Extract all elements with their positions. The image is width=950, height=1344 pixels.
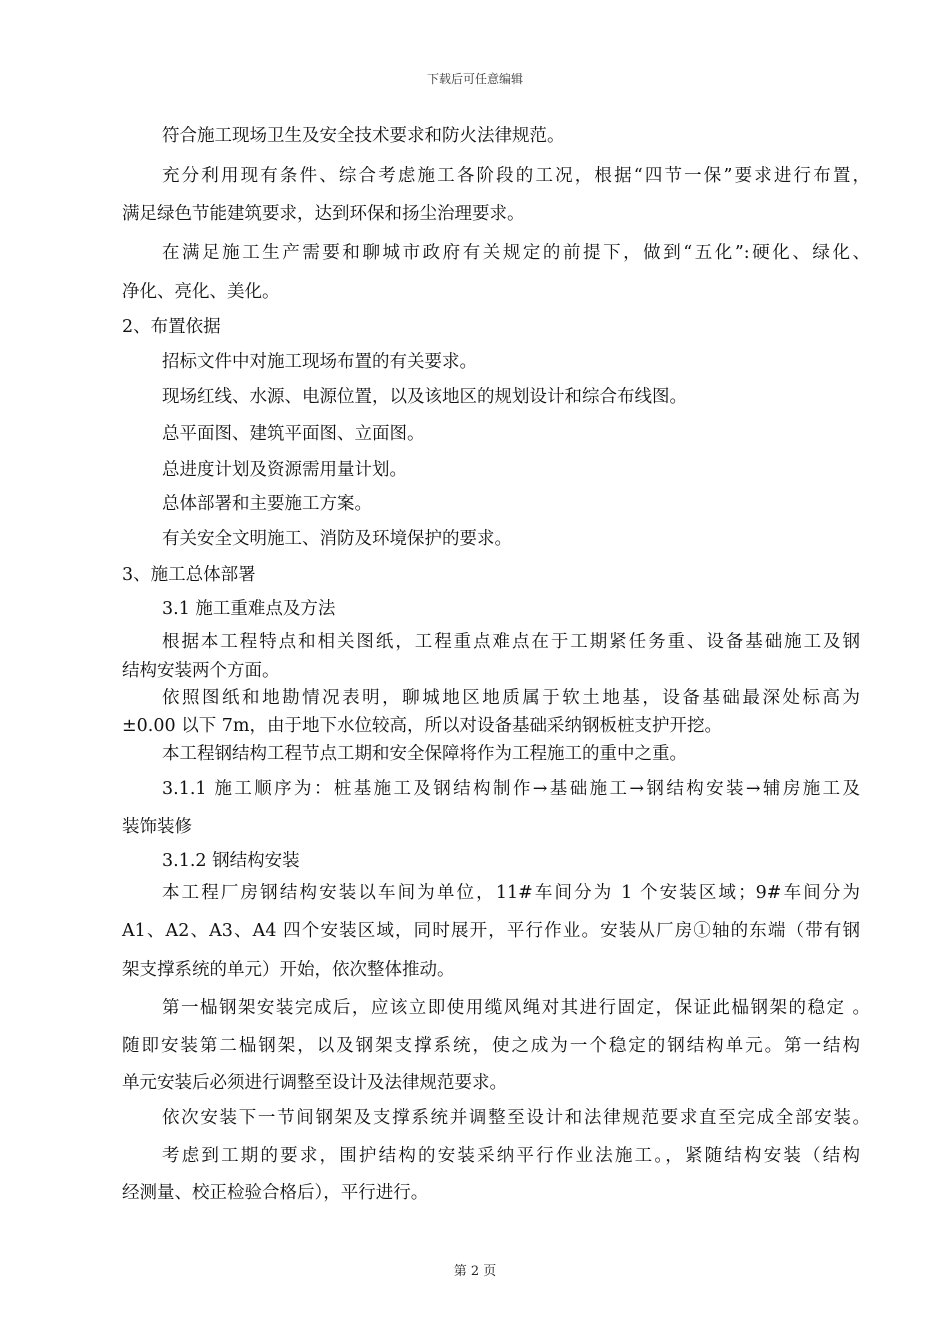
text-line: 有关安全文明施工、消防及环境保护的要求。 <box>162 529 512 549</box>
text-line: 满足绿色节能建筑要求，达到环保和扬尘治理要求。 <box>122 204 525 224</box>
text-line: 依照图纸和地勘情况表明，聊城地区地质属于软土地基，设备基础最深处标高为 <box>162 688 860 708</box>
text-line: 依次安装下一节间钢架及支撑系统并调整至设计和法律规范要求直至完成全部安装。 <box>162 1108 870 1128</box>
text-line: 总进度计划及资源需用量计划。 <box>162 460 407 480</box>
text-line: 充分利用现有条件、综合考虑施工各阶段的工况，根据“四节一保”要求进行布置， <box>162 166 870 186</box>
text-line: 考虑到工期的要求，围护结构的安装采纳平行作业法施工。，紧随结构安装（结构 <box>162 1146 860 1166</box>
text-line: 架支撑系统的单元）开始，依次整体推动。 <box>122 960 455 980</box>
page-number: 第 2 页 <box>453 1264 497 1279</box>
text-line: A1、A2、A3、A4 四个安装区域，同时展开，平行作业。安装从厂房①轴的东端（带有钢 <box>122 921 860 941</box>
subsection-heading: 3.1 施工重难点及方法 <box>162 599 336 619</box>
text-line: 装饰装修 <box>122 817 192 837</box>
text-line: 经测量、校正检验合格后），平行进行。 <box>122 1183 429 1203</box>
text-line: 净化、亮化、美化。 <box>122 282 280 302</box>
page-header: 下载后可任意编辑 <box>426 72 523 86</box>
text-line: 符合施工现场卫生及安全技术要求和防火法律规范。 <box>162 126 565 146</box>
text-line: 单元安装后必须进行调整至设计及法律规范要求。 <box>122 1073 507 1093</box>
text-line: 总体部署和主要施工方案。 <box>162 494 372 514</box>
text-line: 随即安装第二榀钢架，以及钢架支撑系统，使之成为一个稳定的钢结构单元。第一结构 <box>122 1036 860 1056</box>
text-line: 本工程钢结构工程节点工期和安全保障将作为工程施工的重中之重。 <box>162 744 687 764</box>
subsection-heading: 3.1.2 钢结构安装 <box>162 851 300 871</box>
text-line: 总平面图、建筑平面图、立面图。 <box>162 424 425 444</box>
text-line: 结构安装两个方面。 <box>122 661 280 681</box>
text-line: 招标文件中对施工现场布置的有关要求。 <box>162 352 477 372</box>
text-line: 第一榀钢架安装完成后，应该立即使用缆风绳对其进行固定，保证此榀钢架的稳定 。 <box>162 998 870 1018</box>
section-heading: 2、布置依据 <box>122 317 221 337</box>
text-line: 现场红线、水源、电源位置，以及该地区的规划设计和综合布线图。 <box>162 387 687 407</box>
text-line: ±0.00 以下 7m，由于地下水位较高，所以对设备基础采纳钢板桩支护开挖。 <box>122 716 722 736</box>
text-line: 3.1.1 施工顺序为：桩基施工及钢结构制作→基础施工→钢结构安装→辅房施工及 <box>162 779 860 799</box>
text-line: 在满足施工生产需要和聊城市政府有关规定的前提下，做到“五化”:硬化、绿化、 <box>162 243 870 263</box>
text-line: 根据本工程特点和相关图纸，工程重点难点在于工期紧任务重、设备基础施工及钢 <box>162 632 860 652</box>
section-heading: 3、施工总体部署 <box>122 565 256 585</box>
text-line: 本工程厂房钢结构安装以车间为单位，11#车间分为 1 个安装区域；9#车间分为 <box>162 883 860 903</box>
